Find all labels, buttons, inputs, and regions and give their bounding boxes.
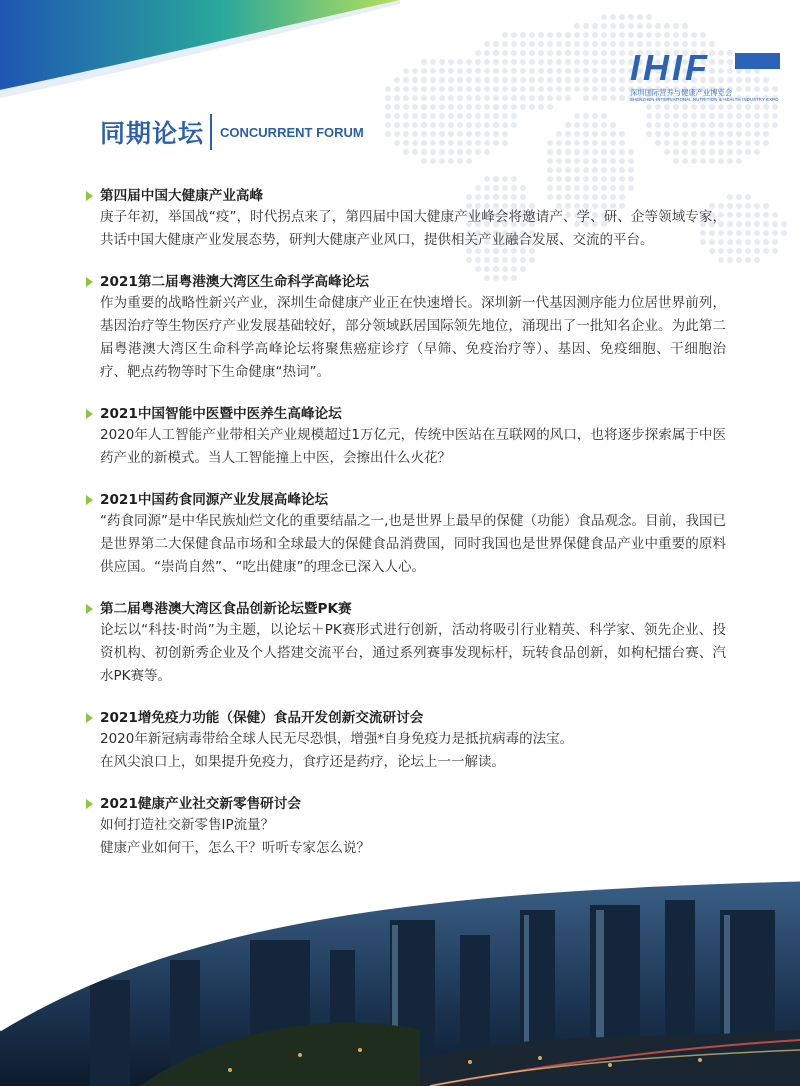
forum-text-line: “药食同源”是中华民族灿烂文化的重要结晶之一,也是世界上最早的保健（功能）食品观念。目前，我国已是世界第二大保健食品市场和全球最大的保健食品消费国，同时我国也是世界保健食品产业中重要的原料供应国。“崇尚自然”、“吃出健康”的理念已深入人心。 [100, 513, 726, 575]
section-divider [210, 114, 212, 150]
forum-title: 第二届粤港澳大湾区食品创新论坛暨PK赛 [100, 601, 352, 617]
forum-description [100, 424, 726, 470]
forum-text-line: 2020年人工智能产业带相关产业规模超过1万亿元，传统中医站在互联网的风口，也将逐步探索属于中医药产业的新模式。当人工智能撞上中医，会擦出什么火花？ [100, 427, 726, 466]
forum-item [86, 794, 726, 860]
forum-title: 第四届中国大健康产业高峰 [100, 188, 264, 204]
section-subtitle: CONCURRENT FORUM [220, 124, 364, 140]
forum-description [100, 510, 726, 579]
triangle-bullet-icon [86, 191, 93, 201]
logo-accent-bar [735, 53, 780, 69]
triangle-bullet-icon [86, 713, 93, 723]
forum-item [86, 599, 726, 688]
triangle-bullet-icon [86, 495, 93, 505]
section-header [100, 112, 364, 152]
triangle-bullet-icon [86, 799, 93, 809]
forum-description [100, 206, 726, 252]
forum-item [86, 272, 726, 384]
forum-item [86, 404, 726, 470]
forum-description [100, 292, 726, 384]
forum-description [100, 619, 726, 688]
forum-text-line: 在风尖浪口上，如果提升免疫力，食疗还是药疗，论坛上一一解读。 [100, 754, 505, 770]
forum-title: 2021第二届粤港澳大湾区生命科学高峰论坛 [100, 274, 369, 290]
logo-english-name: SHENZHEN INTERNATIONAL NUTRITION & HEALTH INDUSTRY EXPO [630, 97, 779, 102]
forum-text-line: 2020年新冠病毒带给全球人民无尽恐惧，增强*自身免疫力是抵抗病毒的法宝。 [100, 731, 574, 747]
forum-description [100, 814, 726, 860]
logo-chinese-name: 深圳国际营养与健康产业博览会 [630, 88, 733, 97]
ihif-logo [630, 47, 780, 103]
forum-text-line: 作为重要的战略性新兴产业，深圳生命健康产业正在快速增长。深圳新一代基因测序能力位居世界前列，基因治疗等生物医疗产业发展基础较好，部分领域跃居国际领先地位，涌现出了一批知名企业。为此第二届粤港澳大湾区生命科学高峰论坛将聚焦癌症诊疗（早筛、免疫治疗等）、基因、免疫细胞、干细胞治疗、靶点药物等时下生命健康“热词”。 [100, 295, 726, 380]
forum-text-line: 庚子年初，举国战“疫”，时代拐点来了，第四届中国大健康产业峰会将邀请产、学、研、企等领域专家，共话中国大健康产业发展态势，研判大健康产业风口，提供相关产业融合发展、交流的平台。 [100, 209, 726, 248]
forum-item [86, 708, 726, 774]
forum-text-line: 健康产业如何干，怎么干？听听专家怎么说？ [100, 840, 370, 856]
forum-text-line: 论坛以“科技·时尚”为主题，以论坛＋PK赛形式进行创新，活动将吸引行业精英、科学家、领先企业、投资机构、初创新秀企业及个人搭建交流平台，通过系列赛事发现标杆，玩转食品创新，如枸杞擂台赛、汽水PK赛等。 [100, 622, 726, 684]
section-title: 同期论坛 [100, 119, 205, 148]
triangle-bullet-icon [86, 409, 93, 419]
forum-list [86, 186, 726, 880]
forum-item [86, 186, 726, 252]
forum-title: 2021中国药食同源产业发展高峰论坛 [100, 492, 329, 508]
forum-text-line: 如何打造社交新零售IP流量？ [100, 817, 275, 833]
logo-mark: IHIF [630, 47, 710, 88]
forum-title: 2021中国智能中医暨中医养生高峰论坛 [100, 406, 342, 422]
forum-item [86, 490, 726, 579]
forum-title: 2021健康产业社交新零售研讨会 [100, 796, 301, 812]
corner-swoosh-graphic [0, 0, 400, 100]
city-skyline-photo [0, 880, 800, 1086]
forum-title: 2021增免疫力功能（保健）食品开发创新交流研讨会 [100, 710, 424, 726]
forum-description [100, 728, 726, 774]
triangle-bullet-icon [86, 277, 93, 287]
triangle-bullet-icon [86, 604, 93, 614]
